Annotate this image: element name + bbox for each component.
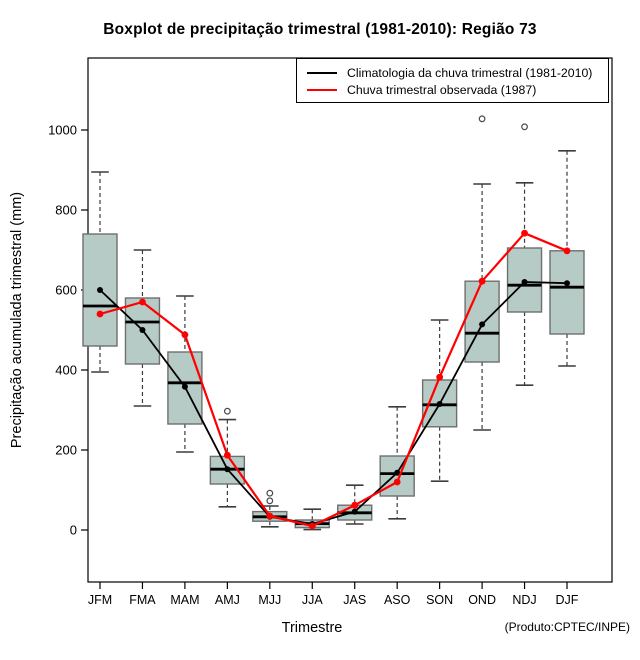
series-point bbox=[351, 502, 358, 509]
x-tick-label: FMA bbox=[129, 593, 156, 607]
legend bbox=[296, 58, 609, 103]
legend-item-climatology bbox=[307, 64, 608, 81]
legend-line-red-icon bbox=[307, 89, 337, 91]
y-tick-label: 200 bbox=[55, 442, 77, 458]
series-point bbox=[564, 247, 571, 254]
y-axis bbox=[48, 123, 88, 538]
series-point bbox=[182, 331, 189, 338]
series-point bbox=[224, 452, 231, 459]
series-point bbox=[437, 401, 443, 407]
series-point bbox=[522, 279, 528, 285]
y-tick-label: 1000 bbox=[48, 122, 77, 138]
series-point bbox=[436, 374, 443, 381]
y-tick-label: 800 bbox=[55, 202, 77, 218]
series-point bbox=[479, 321, 485, 327]
x-axis bbox=[88, 582, 579, 607]
series-point bbox=[309, 523, 316, 530]
x-tick-label: JAS bbox=[343, 593, 367, 607]
chart-title: Boxplot de precipitação trimestral (1981-2010): Região 73 bbox=[103, 21, 537, 38]
legend-item-label: Climatologia da chuva trimestral (1981-2010) bbox=[347, 65, 593, 80]
legend-item-label: Chuva trimestral observada (1987) bbox=[347, 82, 537, 97]
x-tick-label: OND bbox=[468, 593, 496, 607]
product-credit: (Produto:CPTEC/INPE) bbox=[504, 620, 630, 634]
x-tick-label: NDJ bbox=[512, 593, 537, 607]
series-point bbox=[224, 466, 230, 472]
series-point bbox=[521, 230, 528, 237]
y-axis-label: Precipitação acumulada trimestral (mm) bbox=[9, 191, 25, 449]
series-point bbox=[139, 327, 145, 333]
x-tick-label: JFM bbox=[87, 593, 113, 607]
series-point bbox=[266, 513, 273, 520]
x-tick-label: ASO bbox=[383, 593, 411, 607]
series-point bbox=[97, 287, 103, 293]
legend-line-black-icon bbox=[307, 72, 337, 74]
series-point bbox=[564, 280, 570, 286]
series-point bbox=[97, 311, 104, 318]
y-tick-label: 400 bbox=[55, 362, 77, 378]
x-tick-label: MAM bbox=[170, 593, 200, 607]
series-point bbox=[352, 509, 358, 515]
legend-item-observed bbox=[307, 81, 608, 98]
y-tick-label: 0 bbox=[69, 522, 77, 538]
x-tick-label: DJF bbox=[555, 593, 579, 607]
x-tick-label: AMJ bbox=[214, 593, 240, 607]
y-tick-label: 600 bbox=[55, 282, 77, 298]
series-point bbox=[139, 299, 146, 306]
x-tick-label: JJA bbox=[301, 593, 323, 607]
x-tick-label: SON bbox=[426, 593, 454, 607]
x-axis-label: Trimestre bbox=[281, 620, 343, 636]
series-point bbox=[479, 278, 486, 285]
series-point bbox=[394, 479, 401, 486]
series-point bbox=[182, 384, 188, 390]
x-tick-label: MJJ bbox=[258, 593, 282, 607]
